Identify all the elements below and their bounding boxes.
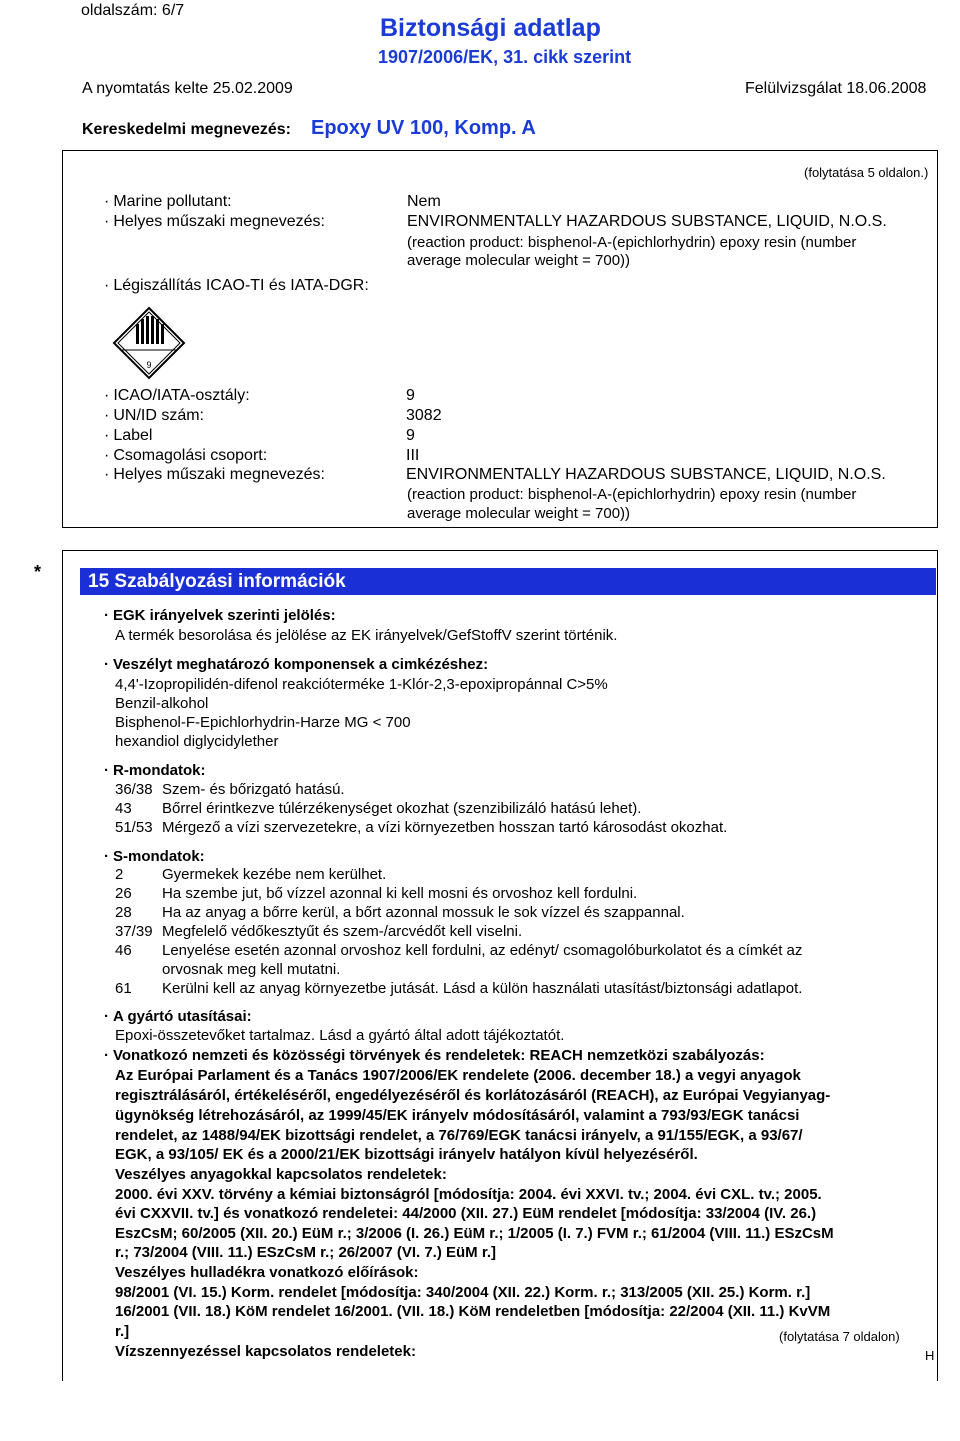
label-label: · Label (104, 427, 152, 445)
revision-date: Felülvizsgálat 18.06.2008 (745, 80, 927, 97)
label-value: 9 (406, 427, 415, 444)
manufacturer-instructions-label: · A gyártó utasításai: (104, 1008, 252, 1025)
r-phrases-label: · R-mondatok: (104, 762, 206, 779)
r-phrase-code: 43 (115, 800, 132, 817)
national-regulation-line: r.] (115, 1323, 130, 1340)
s-phrase-text: orvosnak meg kell mutatni. (162, 961, 341, 978)
air-technical-name-value: ENVIRONMENTALLY HAZARDOUS SUBSTANCE, LIQUID, N.O.S. (406, 466, 886, 483)
technical-name-cont-2: average molecular weight = 700)) (407, 252, 631, 269)
national-regulation-line: Vízszennyezéssel kapcsolatos rendeletek: (115, 1343, 416, 1360)
section-15-title: 15 Szabályozási információk (80, 568, 936, 595)
r-phrase-text: Szem- és bőrizgató hatású. (162, 781, 345, 798)
national-regulation-line: EszCsM; 60/2005 (XII. 20.) EüM r.; 3/2006 (I. 26.) EüM r.; 1/2005 (I. 7.) FVM r.; 61/2004 (VIII. 11.) ESzCsM (115, 1225, 834, 1242)
s-phrase-text: Kerülni kell az anyag környezetbe jutását. Lásd a külön használati utasítást/biztonsági adatlapot. (162, 980, 803, 997)
page-number: oldalszám: 6/7 (81, 2, 185, 19)
hazard-component: Benzil-alkohol (115, 695, 209, 712)
document-subtitle: 1907/2006/EK, 31. cikk szerint (378, 47, 632, 67)
national-regulation-line: regisztrálásáról, értékeléséről, engedélyezéséről és korlátozásáról (REACH), az Európai Vegyianyag- (115, 1087, 831, 1104)
trade-name-label: Kereskedelmi megnevezés: (82, 121, 291, 138)
s-phrase-code: 46 (115, 942, 132, 959)
s-phrase-text: Megfelelő védőkesztyűt és szem-/arcvédőt kell viselni. (162, 923, 523, 940)
hazard-component: 4,4'-Izopropilidén-difenol reakcióterméke 1-Klór-2,3-epoxipropánnal C>5% (115, 676, 608, 693)
s-phrase-text: Gyermekek kezébe nem kerülhet. (162, 866, 387, 883)
r-phrase-code: 36/38 (115, 781, 153, 798)
packing-group-value: III (406, 447, 420, 464)
icao-class-label: · ICAO/IATA-osztály: (104, 387, 250, 405)
print-date: A nyomtatás kelte 25.02.2009 (82, 80, 293, 97)
marine-pollutant-label: · Marine pollutant: (104, 193, 232, 211)
technical-name-value: ENVIRONMENTALLY HAZARDOUS SUBSTANCE, LIQUID, N.O.S. (407, 213, 887, 230)
national-regulation-line: r.; 73/2004 (VIII. 11.) ESzCsM r.; 26/2007 (VI. 7.) EüM r.] (115, 1244, 497, 1261)
air-technical-name-label: · Helyes műszaki megnevezés: (104, 466, 325, 484)
hazard-component: Bisphenol-F-Epichlorhydrin-Harze MG < 700 (115, 714, 411, 731)
continued-next: (folytatása 7 oldalon) (779, 1329, 900, 1344)
s-phrases-label: · S-mondatok: (104, 848, 205, 865)
r-phrase-code: 51/53 (115, 819, 153, 836)
s-phrase-code: 61 (115, 980, 132, 997)
hazard-component: hexandiol diglycidylether (115, 733, 279, 750)
un-id-label: · UN/ID szám: (104, 407, 204, 425)
marine-pollutant-value: Nem (407, 193, 441, 210)
national-regulation-line: Az Európai Parlament és a Tanács 1907/2006/EK rendelete (2006. december 18.) a vegyi anyagok (115, 1067, 801, 1084)
national-regulation-line: rendelet, az 1488/94/EK bizottsági rendelet, a 76/769/EGK tanácsi irányelv, a 91/155/EGK, a 93/67/ (115, 1127, 803, 1144)
icao-class-value: 9 (406, 387, 415, 404)
s-phrase-text: Ha az anyag a bőrre kerül, a bőrt azonnal mossuk le sok vízzel és szappannal. (162, 904, 685, 921)
national-regulation-line: 16/2001 (VII. 18.) KöM rendelet 16/2001. (VII. 18.) KöM rendeletben [módosítja: 22/2004 (XII. 11.) KvVM (115, 1303, 831, 1320)
national-regulation-line: EGK, a 93/105/ EK és a 2000/21/EK bizottsági irányelv hatályon kívül helyezéséről. (115, 1146, 698, 1163)
s-phrase-code: 2 (115, 866, 124, 883)
air-technical-name-cont-1: (reaction product: bisphenol-A-(epichlorhydrin) epoxy resin (number (407, 486, 857, 503)
technical-name-label: · Helyes műszaki megnevezés: (104, 213, 325, 231)
continued-from: (folytatása 5 oldalon.) (804, 165, 929, 180)
document-title: Biztonsági adatlap (380, 14, 601, 42)
change-marker: * (34, 562, 42, 582)
ek-label: · EGK irányelvek szerinti jelölés: (104, 607, 336, 624)
air-transport-label: · Légiszállítás ICAO-TI és IATA-DGR: (104, 277, 369, 295)
air-technical-name-cont-2: average molecular weight = 700)) (407, 505, 631, 522)
national-regulation-line: 98/2001 (VI. 15.) Korm. rendelet [módosítja: 340/2004 (XII. 22.) Korm. r.; 313/2005 (XII. 25.) Korm. r.] (115, 1284, 811, 1301)
s-phrase-text: Lenyelése esetén azonnal orvoshoz kell fordulni, az edényt/ csomagolóburkolatot és a címkét az (162, 942, 803, 959)
r-phrase-text: Bőrrel érintkezve túlérzékenységet okozhat (szenzibilizáló hatású lehet). (162, 800, 642, 817)
un-id-value: 3082 (406, 407, 442, 424)
national-regulation-line: évi CXXVII. tv.] és vonatkozó rendeletei: 44/2000 (XII. 27.) EüM rendelet [módosítja: 33/2004 (IV. 26.) (115, 1205, 817, 1222)
class-9-hazard-icon (112, 306, 186, 380)
national-regulation-line: ügynökség létrehozásáról, az 1999/45/EK irányelv módosításáról, valamint a 793/93/EGK tanácsi (115, 1107, 800, 1124)
packing-group-label: · Csomagolási csoport: (104, 447, 267, 465)
national-regulation-line: Veszélyes hulladékra vonatkozó előírások: (115, 1264, 419, 1281)
national-regulations-label: · Vonatkozó nemzeti és közösségi törvények és rendeletek: REACH nemzetközi szabályozás: (104, 1047, 765, 1064)
technical-name-cont-1: (reaction product: bisphenol-A-(epichlorhydrin) epoxy resin (number (407, 234, 857, 251)
r-phrase-text: Mérgező a vízi szervezetekre, a vízi környezetben hosszan tartó károsodást okozhat. (162, 819, 728, 836)
national-regulation-line: 2000. évi XXV. törvény a kémiai biztonságról [módosítja: 2004. évi XXVI. tv.; 2004. évi CXL. tv.; 2005. (115, 1186, 822, 1203)
trade-name: Epoxy UV 100, Komp. A (311, 117, 536, 139)
hazard-components-label: · Veszélyt meghatározó komponensek a cimkézéshez: (104, 656, 488, 673)
s-phrase-code: 28 (115, 904, 132, 921)
s-phrase-text: Ha szembe jut, bő vízzel azonnal ki kell mosni és orvoshoz kell fordulni. (162, 885, 638, 902)
national-regulation-line: Veszélyes anyagokkal kapcsolatos rendeletek: (115, 1166, 447, 1183)
s-phrase-code: 26 (115, 885, 132, 902)
ek-text: A termék besorolása és jelölése az EK irányelvek/GefStoffV szerint történik. (115, 627, 618, 644)
manufacturer-instructions-text: Epoxi-összetevőket tartalmaz. Lásd a gyártó által adott tájékoztatót. (115, 1027, 565, 1044)
pictogram-number: 9 (146, 360, 152, 370)
s-phrase-code: 37/39 (115, 923, 153, 940)
footer-mark: H (925, 1348, 935, 1363)
